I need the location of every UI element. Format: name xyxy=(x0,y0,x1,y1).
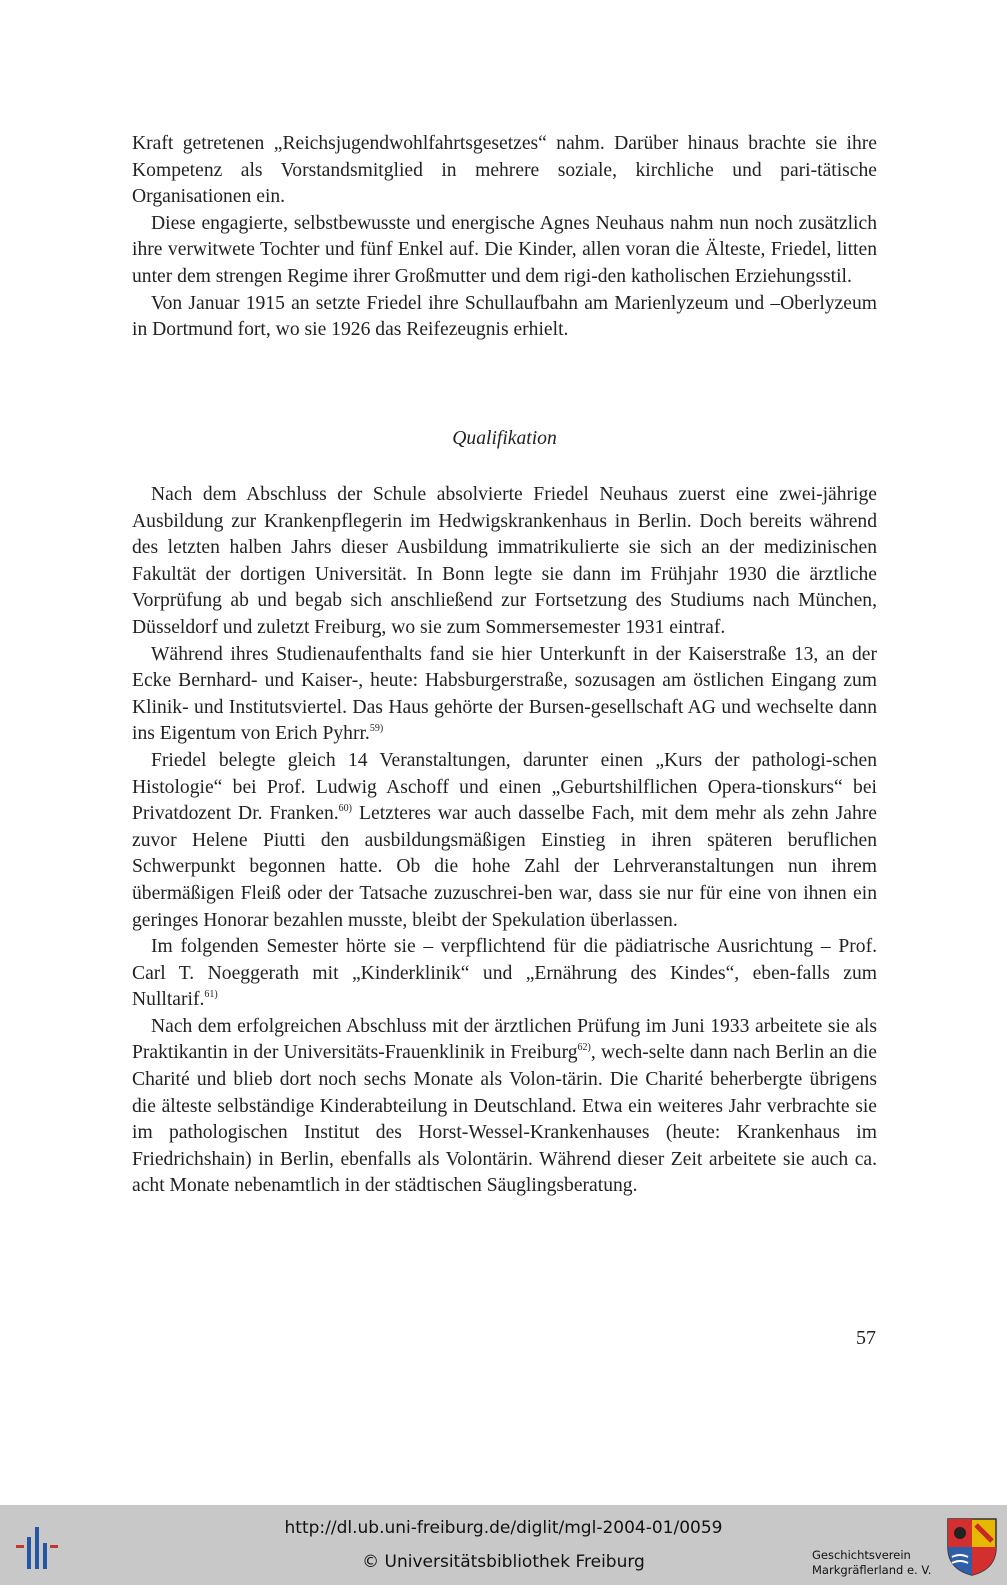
society-name xyxy=(812,1548,931,1578)
paragraph-text: Nach dem erfolgreichen Abschluss mit der ärztlichen Prüfung im Juni 1933 arbeitete sie als Praktikantin in der Universitäts-Frauenklinik in Freiburg xyxy=(132,1015,877,1064)
markgraeflerland-crest-icon xyxy=(946,1517,998,1577)
society-line: Geschichtsverein xyxy=(812,1548,911,1562)
society-line: Markgräflerland e. V. xyxy=(812,1563,932,1577)
body-text-main xyxy=(132,482,877,1200)
paragraph xyxy=(132,934,877,1014)
paragraph-text: Im folgenden Semester hörte sie – verpflichtend für die pädiatrische Ausrichtung – Prof. Carl T. Noeggerath mit „Kinderklinik“ und „Ernährung des Kindes“, eben-falls zum Nulltarif. xyxy=(132,936,877,1011)
paragraph-text: Friedel belegte gleich 14 Veranstaltungen, darunter einen „Kurs der pathologi-schen Histologie“ bei Prof. Ludwig Aschoff und einen „Geburtshilflichen Opera-tionskurs“ bei Privatdozent Dr. Franken. xyxy=(132,749,877,825)
footer-copyright: © Universitätsbibliothek Freiburg xyxy=(362,1552,645,1572)
section-heading: Qualifikation xyxy=(452,428,557,449)
paragraph xyxy=(132,642,877,748)
footnote-ref: 62) xyxy=(577,1042,591,1054)
paragraph: Kraft getretenen „Reichsjugendwohlfahrtsgesetzes“ nahm. Darüber hinaus brachte sie ihre Kompetenz als Vorstandsmitglied in mehrere soziale, kirchliche und pari-tätische Organisationen ein. xyxy=(132,133,877,208)
paragraph xyxy=(132,1014,877,1200)
paragraph: Diese engagierte, selbstbewusste und energische Agnes Neuhaus nahm nun noch zusätzlich ihre verwitwete Tochter und fünf Enkel auf. Die Kinder, allen voran die Älteste, Friedel, litten unter dem strengen Regime ihrer Großmutter und dem rigi-den katholischen Erziehungsstil. xyxy=(132,212,877,287)
footnote-ref: 59) xyxy=(369,723,384,735)
paragraph-text: , wech-selte dann nach Berlin an die Charité und blieb dort noch sechs Monate als Volon-tärin. Die Charité beherbergte übrigens die älteste selbständige Kinderabteilung in Deutschland. Etwa ein weiteres Jahr verbrachte sie im pathologischen Institut des Horst-Wessel-Krankenhauses (heute: Krankenhaus im Friedrichshain) in Berlin, ebenfalls als Volontärin. Während dieser Zeit arbeitete sie auch ca. acht Monate nebenamtlich in der städtischen Säuglingsberatung. xyxy=(132,1042,877,1197)
paragraph: Von Januar 1915 an setzte Friedel ihre Schullaufbahn am Marienlyzeum und –Oberlyzeum in Dortmund fort, wo sie 1926 das Reifezeugnis erhielt. xyxy=(132,292,877,341)
footer-url-link[interactable]: http://dl.ub.uni-freiburg.de/diglit/mgl-2004-01/0059 xyxy=(284,1518,723,1538)
footnote-ref: 60) xyxy=(338,803,353,815)
paragraph xyxy=(132,748,877,934)
body-text-top xyxy=(132,131,877,344)
paragraph: Nach dem Abschluss der Schule absolvierte Friedel Neuhaus zuerst eine zwei-jährige Ausbildung zur Krankenpflegerin im Hedwigskrankenhaus in Berlin. Doch bereits während des letzten halben Jahrs dieser Ausbildung immatrikulierte sie sich an der medizinischen Fakultät der dortigen Universität. In Bonn legte sie dann im Frühjahr 1930 die ärztliche Vorprüfung ab und begab sich anschließend zur Fortsetzung des Studiums nach München, Düsseldorf und zuletzt Freiburg, wo sie zum Sommersemester 1931 eintraf. xyxy=(132,484,877,638)
page-number: 57 xyxy=(856,1327,876,1349)
footnote-ref: 61) xyxy=(204,989,218,1001)
paragraph-text: Während ihres Studienaufenthalts fand sie hier Unterkunft in der Kaiserstraße 13, an der Ecke Bernhard- und Kaiser-, heute: Habsburgerstraße, sozusagen am östlichen Eingang zum Klinik- und Institutsviertel. Das Haus gehörte der Bursen-gesellschaft AG und wechselte dann ins Eigentum von Erich Pyhrr. xyxy=(132,643,877,745)
paragraph-text: Letzteres war auch dasselbe Fach, mit dem mehr als zehn Jahre zuvor Helene Piutti den ausbildungsmäßigen Einstieg in ihren späteren beruflichen Schwerpunkt begonnen hatte. Ob die hohe Zahl der Lehrveranstaltungen nun ihrem übermäßigen Fleiß oder der Tatsache zuzuschrei-ben war, dass sie nur für eine von ihnen ein geringes Honorar bezahlen musste, bleibt der Spekulation überlassen. xyxy=(132,803,877,931)
footer-bar xyxy=(0,1505,1007,1585)
